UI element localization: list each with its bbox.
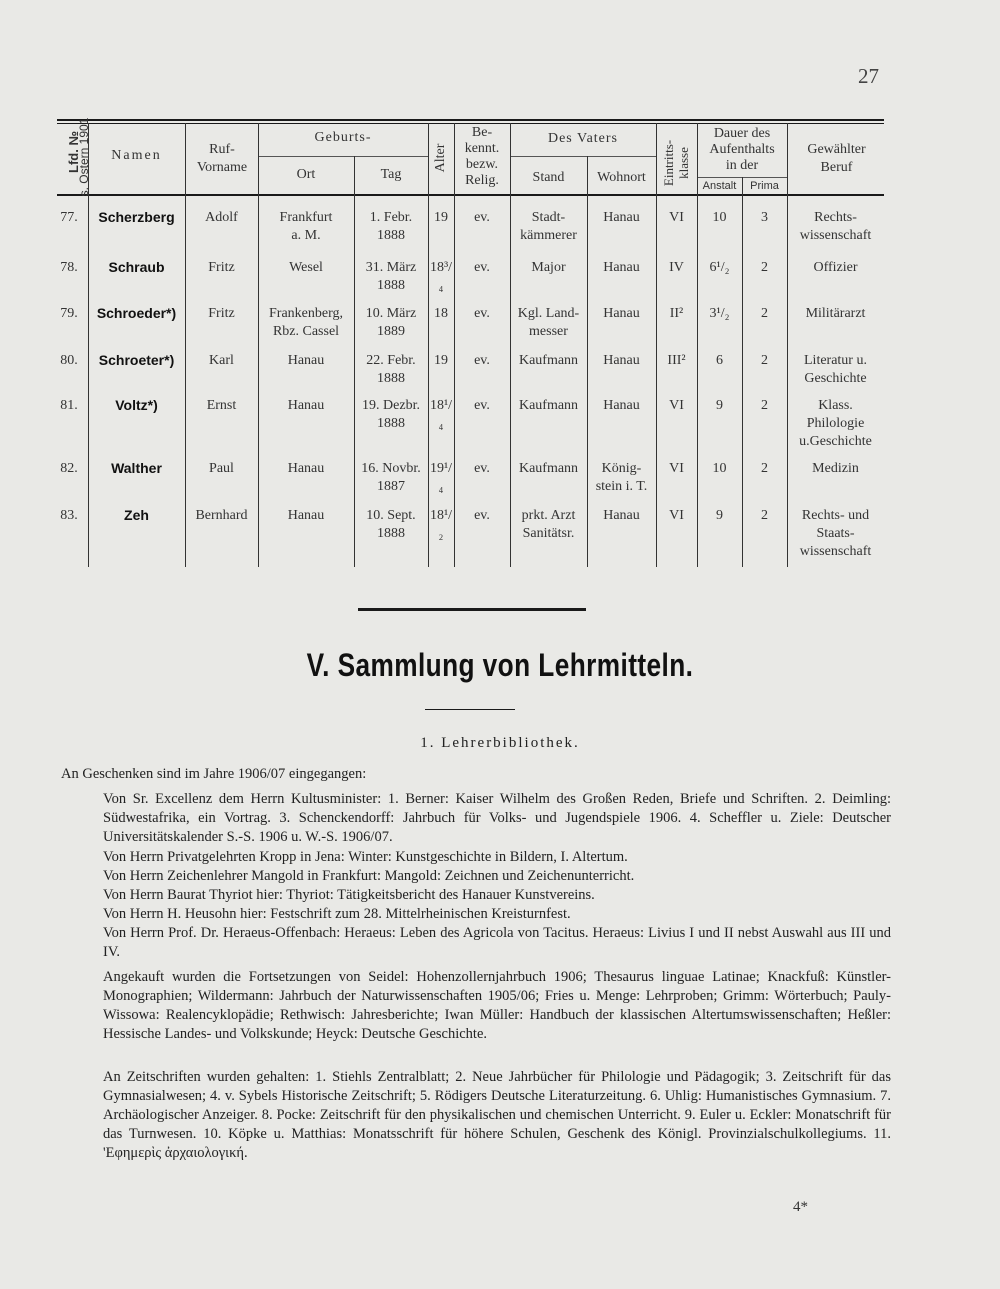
- cell-ort: Frankfurt a. M.: [279, 210, 333, 243]
- cell-tag: 16. Novbr. 1887: [361, 461, 421, 494]
- cell-beruf: Medizin: [812, 461, 859, 476]
- subsection-title: 1. Lehrerbibliothek.: [420, 735, 580, 751]
- cell-nr: 81.: [60, 398, 78, 413]
- cell-alter: 19¹/₄: [429, 461, 453, 494]
- cell-name: Schroeder*): [96, 305, 177, 321]
- cell-ort: Hanau: [287, 398, 325, 413]
- header-geburts: Geburts-: [314, 130, 372, 145]
- cell-anstalt: 9: [716, 398, 723, 413]
- paragraph-intro: An Geschenken sind im Jahre 1906/07 eingegangen:: [61, 766, 367, 782]
- signature-mark: 4*: [793, 1199, 808, 1215]
- header-alter: Alter: [433, 143, 448, 173]
- cell-alter: 18: [434, 306, 448, 321]
- student-table: [57, 119, 884, 567]
- cell-prima: 3: [761, 210, 768, 225]
- cell-prima: 2: [761, 508, 768, 523]
- cell-name: Scherzberg: [98, 209, 175, 225]
- cell-prima: 2: [761, 461, 768, 476]
- paragraph-von6: Von Herrn Prof. Dr. Heraeus-Offenbach: Heraeus: Leben des Agricola von Tacitus. Heraeus: Livius I und II nebst Auswahl aus III und IV.: [103, 925, 891, 960]
- cell-anstalt: 10: [712, 210, 727, 225]
- cell-vorname: Fritz: [208, 260, 235, 275]
- cell-relig: ev.: [474, 260, 490, 275]
- cell-alter: 18¹/₂: [429, 508, 453, 541]
- cell-ort: Hanau: [287, 508, 325, 523]
- cell-tag: 1. Febr. 1888: [369, 210, 413, 243]
- cell-klasse: III²: [667, 353, 686, 368]
- cell-nr: 78.: [60, 260, 78, 275]
- cell-ort: Hanau: [287, 353, 325, 368]
- header-tag: Tag: [380, 167, 402, 182]
- header-wohnort: Wohnort: [597, 170, 646, 185]
- cell-relig: ev.: [474, 461, 490, 476]
- cell-wohnort: Hanau: [603, 260, 640, 275]
- header-eintritts: Eintritts- klasse: [661, 139, 691, 187]
- page-number: 27: [858, 64, 879, 88]
- cell-beruf: Literatur u. Geschichte: [804, 353, 867, 386]
- cell-vorname: Ernst: [206, 398, 237, 413]
- cell-beruf: Rechts- und Staats- wissenschaft: [799, 508, 872, 559]
- cell-anstalt: 6: [716, 353, 723, 368]
- cell-ort: Wesel: [289, 260, 323, 275]
- header-ostern: s. Ostern 1901: [77, 117, 91, 197]
- cell-ort: Frankenberg, Rbz. Cassel: [269, 306, 343, 339]
- cell-stand: Major: [531, 260, 566, 275]
- cell-tag: 10. Sept. 1888: [366, 508, 416, 541]
- cell-tag: 22. Febr. 1888: [366, 353, 416, 386]
- cell-nr: 82.: [60, 461, 78, 476]
- cell-wohnort: König- stein i. T.: [595, 461, 648, 494]
- cell-alter: 18³/₄: [429, 260, 453, 293]
- paragraph-zeitschriften: An Zeitschriften wurden gehalten: 1. Stiehls Zentralblatt; 2. Neue Jahrbücher für Philologie und Pädagogik; 3. Zeitschrift für das Gymnasialwesen; 4. v. Sybels Historische Zeitschrift; 5. Rödigers Deutsche Literaturzeitung. 6. Uhlig: Humanistisches Gymnasium. 7. Archäologischer Anzeiger. 8. Pocke: Zeitschrift für den physikalischen und chemischen Unterricht. 9. Euler u. Eckler: Monatschrift für das Turnwesen. 10. Köpke u. Matthias: Monatsschrift für höhere Schulen, Geschenk des Königl. Provinzialschulkollegiums. 11. 'Εφημερὶς ἀρχαιολογική.: [103, 1069, 891, 1161]
- cell-prima: 2: [761, 398, 768, 413]
- paragraph-von3: Von Herrn Zeichenlehrer Mangold in Frankfurt: Mangold: Zeichnen und Zeichenunterricht.: [103, 868, 635, 884]
- cell-name: Schraub: [108, 259, 165, 275]
- cell-tag: 31. März 1888: [365, 260, 417, 293]
- paragraph-von1: Von Sr. Excellenz dem Herrn Kultusminister: 1. Berner: Kaiser Wilhelm des Großen Reden, Briefe und Schriften. 2. Deimling: Südwestafrika, ein Vortrag. 3. Schenckendorff: Jahrbuch für Volks- und Jugendspiele 1906. 4. Scheffler u. Ziele: Deutscher Universitätskalender S.-S. 1906 u. W.-S. 1906/07.: [103, 791, 891, 845]
- header-rufvorname: Ruf- Vorname: [196, 142, 248, 175]
- cell-stand: Kaufmann: [518, 461, 579, 476]
- cell-beruf: Rechts- wissenschaft: [799, 210, 872, 243]
- cell-wohnort: Hanau: [603, 210, 640, 225]
- cell-relig: ev.: [474, 353, 490, 368]
- header-stand: Stand: [532, 170, 565, 185]
- cell-beruf: Militärarzt: [805, 306, 866, 321]
- cell-name: Voltz*): [115, 397, 158, 413]
- cell-klasse: VI: [669, 461, 684, 476]
- header-lfd: Lfd. №: [66, 131, 81, 173]
- divider: [358, 608, 586, 611]
- header-des-vaters: Des Vaters: [547, 131, 618, 146]
- header-ort: Ort: [296, 167, 316, 182]
- paragraph-von2: Von Herrn Privatgelehrten Kropp in Jena: Winter: Kunstgeschichte in Bildern, I. Altertum.: [103, 849, 628, 865]
- header-beruf: Gewählter Beruf: [807, 142, 866, 175]
- cell-name: Schroeter*): [98, 352, 175, 368]
- cell-relig: ev.: [474, 210, 490, 225]
- cell-prima: 2: [761, 306, 768, 321]
- cell-anstalt: 3¹/₂: [709, 306, 730, 321]
- cell-prima: 2: [761, 353, 768, 368]
- divider-small: [425, 709, 515, 710]
- cell-stand: Stadt- kämmerer: [520, 210, 577, 243]
- cell-anstalt: 6¹/₂: [709, 260, 730, 275]
- cell-stand: Kaufmann: [518, 398, 579, 413]
- cell-anstalt: 10: [712, 461, 727, 476]
- header-namen: Namen: [111, 148, 162, 163]
- cell-stand: Kaufmann: [518, 353, 579, 368]
- cell-vorname: Bernhard: [195, 508, 248, 523]
- section-title: V. Sammlung von Lehrmitteln.: [306, 647, 694, 683]
- cell-klasse: VI: [669, 398, 684, 413]
- cell-wohnort: Hanau: [603, 508, 640, 523]
- cell-alter: 18¹/₄: [429, 398, 453, 431]
- cell-tag: 10. März 1889: [365, 306, 417, 339]
- cell-klasse: IV: [669, 260, 684, 275]
- header-dauer: Dauer des Aufenthalts in der: [709, 126, 775, 173]
- cell-anstalt: 9: [716, 508, 723, 523]
- cell-klasse: II²: [669, 306, 684, 321]
- paragraph-von4: Von Herrn Baurat Thyriot hier: Thyriot: Tätigkeitsbericht des Hanauer Kunstvereins.: [103, 887, 595, 903]
- cell-name: Zeh: [124, 507, 149, 523]
- cell-beruf: Offizier: [813, 260, 858, 275]
- cell-nr: 83.: [60, 508, 78, 523]
- header-anstalt: Anstalt: [702, 180, 737, 192]
- cell-relig: ev.: [474, 508, 490, 523]
- cell-alter: 19: [434, 353, 448, 368]
- paragraph-angekauft: Angekauft wurden die Fortsetzungen von Seidel: Hohenzollernjahrbuch 1906; Thesaurus linguae Latinae; Knackfuß: Künstler-Monographien; Wildermann: Jahrbuch der Naturwissenschaften 1905/06; Fries u. Menge: Lehrproben; Grimm: Wörterbuch; Pauly-Wissowa: Realencyklopädie; Rethwisch: Jahresberichte; Iwan Müller: Handbuch der klassischen Altertumswissenschaften; Heßler: Hessische Landes- und Volkskunde; Heyck: Deutsche Geschichte.: [103, 969, 891, 1042]
- cell-vorname: Fritz: [208, 306, 235, 321]
- cell-relig: ev.: [474, 398, 490, 413]
- cell-wohnort: Hanau: [603, 353, 640, 368]
- cell-nr: 79.: [60, 306, 78, 321]
- cell-ort: Hanau: [287, 461, 325, 476]
- cell-tag: 19. Dezbr. 1888: [362, 398, 420, 431]
- header-bekennt: Be- kennt. bezw. Relig.: [464, 125, 500, 188]
- cell-wohnort: Hanau: [603, 398, 640, 413]
- cell-vorname: Paul: [209, 461, 234, 476]
- cell-nr: 80.: [60, 353, 78, 368]
- cell-prima: 2: [761, 260, 768, 275]
- cell-klasse: VI: [669, 508, 684, 523]
- cell-wohnort: Hanau: [603, 306, 640, 321]
- cell-klasse: VI: [669, 210, 684, 225]
- cell-stand: Kgl. Land- messer: [517, 306, 580, 339]
- cell-alter: 19: [434, 210, 448, 225]
- cell-beruf: Klass. Philologie u.Geschichte: [799, 398, 872, 449]
- cell-vorname: Karl: [209, 353, 234, 368]
- paragraph-von5: Von Herrn H. Heusohn hier: Festschrift zum 28. Mittelrheinischen Kreisturnfest.: [103, 906, 571, 922]
- cell-stand: prkt. Arzt Sanitätsr.: [521, 508, 576, 541]
- header-prima: Prima: [750, 180, 779, 192]
- cell-nr: 77.: [60, 210, 78, 225]
- cell-vorname: Adolf: [205, 210, 238, 225]
- cell-relig: ev.: [474, 306, 490, 321]
- cell-name: Walther: [111, 460, 162, 476]
